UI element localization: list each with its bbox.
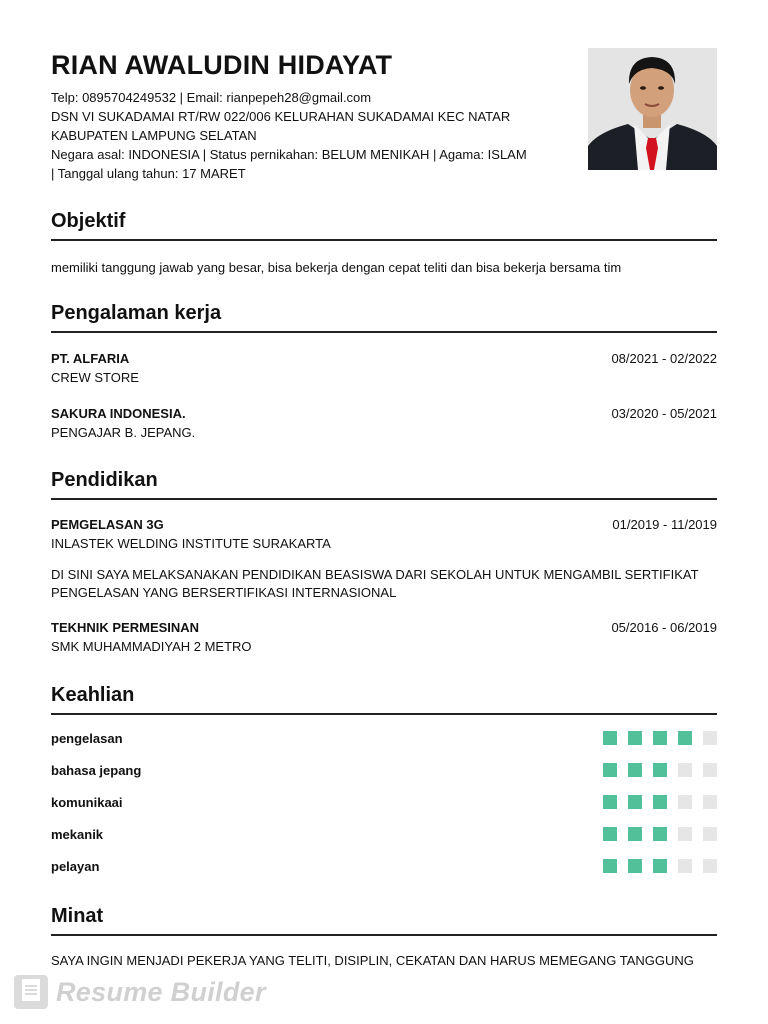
skill-level-square-empty [703, 827, 717, 841]
skill-row [51, 793, 717, 825]
skill-level-square-filled [653, 795, 667, 809]
education-description [51, 566, 717, 602]
skill-row [51, 729, 717, 761]
objective-text: memiliki tanggung jawab yang besar, bisa bekerja dengan cepat teliti dan bisa bekerja bersama tim [51, 260, 622, 275]
skill-level-square-filled [653, 763, 667, 777]
skill-level-square-empty [703, 859, 717, 873]
contact-line: DSN VI SUKADAMAI RT/RW 022/006 KELURAHAN SUKADAMAI KEC NATAR [51, 109, 511, 124]
skill-level-square-empty [703, 731, 717, 745]
skill-level-square-empty [678, 859, 692, 873]
skill-level-square-filled [653, 859, 667, 873]
company-name: SAKURA INDONESIA. [51, 406, 186, 421]
skill-level-indicator [603, 731, 717, 745]
skill-level-square-filled [603, 859, 617, 873]
date-range: 08/2021 - 02/2022 [611, 351, 717, 366]
skills-section [51, 684, 717, 889]
skill-level-indicator [603, 827, 717, 841]
profile-photo-illustration [588, 48, 717, 170]
skill-level-square-filled [628, 731, 642, 745]
skills-list [51, 729, 717, 889]
job-role: CREW STORE [51, 370, 139, 385]
skill-level-square-filled [653, 731, 667, 745]
skill-row [51, 825, 717, 857]
company-name: PT. ALFARIA [51, 351, 130, 366]
skill-level-square-filled [603, 763, 617, 777]
skill-level-square-empty [678, 827, 692, 841]
contact-line: KABUPATEN LAMPUNG SELATAN [51, 128, 257, 143]
date-range: 05/2016 - 06/2019 [611, 620, 717, 635]
skill-level-square-filled [603, 731, 617, 745]
skill-level-square-empty [678, 795, 692, 809]
description-line: PENGELASAN YANG BERSERTIFIKASI INTERNASIONAL [51, 585, 397, 600]
skill-level-square-filled [653, 827, 667, 841]
resume-header [51, 0, 717, 200]
date-range: 01/2019 - 11/2019 [612, 517, 717, 532]
experience-entry [51, 404, 717, 442]
school-name: SMK MUHAMMADIYAH 2 METRO [51, 639, 252, 654]
skill-name: bahasa jepang [51, 763, 142, 778]
date-range: 03/2020 - 05/2021 [611, 406, 717, 421]
school-name: INLASTEK WELDING INSTITUTE SURAKARTA [51, 536, 331, 551]
skill-level-indicator [603, 763, 717, 777]
profile-photo [588, 48, 717, 170]
education-entry [51, 515, 717, 553]
skill-level-square-empty [678, 763, 692, 777]
skill-level-square-filled [628, 795, 642, 809]
skill-name: pelayan [51, 859, 100, 874]
watermark-text: Resume Builder [56, 976, 266, 1007]
job-role: PENGAJAR B. JEPANG. [51, 425, 196, 440]
interests-section [51, 905, 717, 970]
skill-level-square-filled [628, 859, 642, 873]
skill-level-square-empty [703, 763, 717, 777]
skill-name: komunikaai [51, 795, 123, 810]
section-title: Pengalaman kerja [51, 302, 717, 333]
resume-app-icon [14, 975, 48, 1009]
experience-section [51, 302, 717, 442]
experience-entry [51, 349, 717, 387]
candidate-name: RIAN AWALUDIN HIDAYAT [51, 50, 393, 80]
skill-level-square-filled [628, 763, 642, 777]
skill-level-square-filled [678, 731, 692, 745]
education-entry [51, 618, 717, 656]
objective-section [51, 210, 717, 277]
skill-level-square-filled [603, 795, 617, 809]
skill-name: mekanik [51, 827, 104, 842]
skill-level-square-empty [703, 795, 717, 809]
skill-level-square-filled [603, 827, 617, 841]
contact-line: Telp: 0895704249532 | Email: rianpepeh28@gmail.com [51, 90, 372, 105]
description-line: DI SINI SAYA MELAKSANAKAN PENDIDIKAN BEASISWA DARI SEKOLAH UNTUK MENGAMBIL SERTIFIKAT [51, 567, 699, 582]
education-section [51, 469, 717, 656]
skill-level-indicator [603, 795, 717, 809]
skill-level-square-filled [628, 827, 642, 841]
contact-info [51, 88, 551, 183]
resume-builder-watermark [14, 975, 266, 1009]
section-title: Keahlian [51, 684, 717, 715]
skill-name: pengelasan [51, 731, 123, 746]
program-name: TEKHNIK PERMESINAN [51, 620, 200, 635]
section-title: Minat [51, 905, 717, 936]
skill-level-indicator [603, 859, 717, 873]
section-title: Objektif [51, 210, 717, 241]
resume-page [51, 0, 717, 1024]
interests-text: SAYA INGIN MENJADI PEKERJA YANG TELITI, DISIPLIN, CEKATAN DAN HARUS MEMEGANG TANGGUNG [51, 953, 694, 968]
section-title: Pendidikan [51, 469, 717, 500]
program-name: PEMGELASAN 3G [51, 517, 164, 532]
contact-line: Negara asal: INDONESIA | Status pernikahan: BELUM MENIKAH | Agama: ISLAM [51, 147, 527, 162]
contact-line: | Tanggal ulang tahun: 17 MARET [51, 166, 246, 181]
skill-row [51, 857, 717, 889]
skill-row [51, 761, 717, 793]
